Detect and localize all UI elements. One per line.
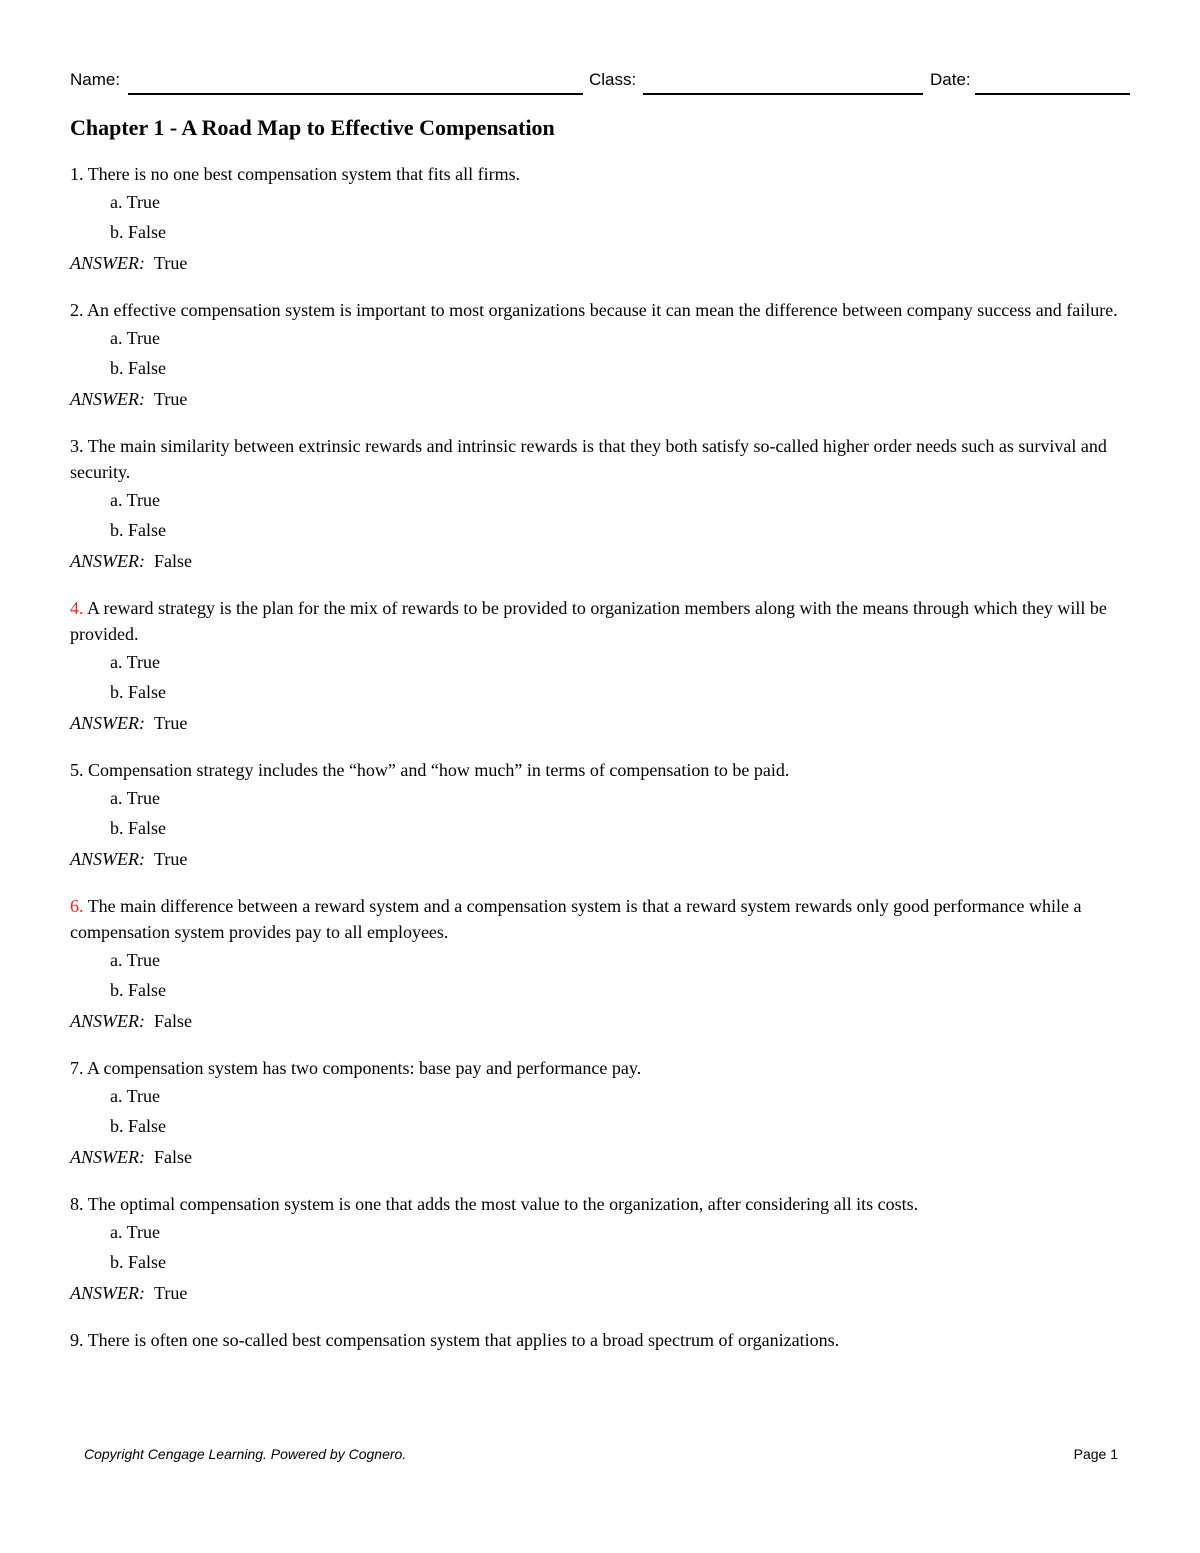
class-label: Class: <box>589 70 637 89</box>
question-text <box>70 1191 1130 1217</box>
question-text <box>70 433 1130 485</box>
question-text <box>70 161 1130 187</box>
question-item <box>70 161 1130 279</box>
answer-label: ANSWER: <box>70 551 145 571</box>
question-number: 4. <box>70 598 84 618</box>
question-number: 2. <box>70 300 84 320</box>
answer-option: b. False <box>110 818 166 838</box>
question-item <box>70 757 1130 875</box>
answer-label: ANSWER: <box>70 1011 145 1031</box>
question-body: A compensation system has two components: base pay and performance pay. <box>87 1058 642 1078</box>
question-item <box>70 297 1130 415</box>
answer-value: True <box>153 1283 188 1303</box>
question-text <box>70 297 1130 323</box>
answer-label: ANSWER: <box>70 849 145 869</box>
name-underline <box>128 93 583 95</box>
answer-value: True <box>153 713 188 733</box>
date-label: Date: <box>930 70 971 89</box>
question-number: 8. <box>70 1194 84 1214</box>
question-text <box>70 595 1130 647</box>
answer-option: b. False <box>110 520 166 540</box>
answer-option: b. False <box>110 358 166 378</box>
answer-line <box>70 247 1130 279</box>
date-underline <box>975 93 1130 95</box>
answer-option: b. False <box>110 222 166 242</box>
answer-option: b. False <box>110 1252 166 1272</box>
answer-line <box>70 1277 1130 1309</box>
answer-option: a. True <box>110 490 161 510</box>
chapter-title: Chapter 1 - A Road Map to Effective Compensation <box>70 115 555 140</box>
answer-value: True <box>153 849 188 869</box>
answer-value: True <box>153 253 188 273</box>
answer-option: a. True <box>110 788 161 808</box>
class-underline <box>643 93 923 95</box>
answer-label: ANSWER: <box>70 713 145 733</box>
question-item <box>70 893 1130 1037</box>
question-body: There is no one best compensation system that fits all firms. <box>87 164 521 184</box>
answer-line <box>70 383 1130 415</box>
answer-option: b. False <box>110 980 166 1000</box>
answer-line <box>70 1141 1130 1173</box>
page-number: Page 1 <box>1073 1446 1118 1462</box>
question-item <box>70 1191 1130 1309</box>
answer-value: True <box>153 389 188 409</box>
question-item <box>70 1327 1130 1353</box>
question-body: Compensation strategy includes the “how” and “how much” in terms of compensation to be paid. <box>88 760 790 780</box>
question-number: 5. <box>70 760 84 780</box>
answer-value: False <box>153 551 192 571</box>
answer-line <box>70 843 1130 875</box>
student-info-header <box>70 70 1130 96</box>
question-number: 7. <box>70 1058 84 1078</box>
answer-value: False <box>153 1147 192 1167</box>
question-body: There is often one so-called best compensation system that applies to a broad spectrum of organizations. <box>87 1330 840 1350</box>
question-text <box>70 1327 1130 1353</box>
answer-option: a. True <box>110 1086 161 1106</box>
question-item <box>70 1055 1130 1173</box>
question-item <box>70 595 1130 739</box>
question-body: An effective compensation system is important to most organizations because it can mean the difference between company success and failure. <box>87 300 1118 320</box>
question-item <box>70 433 1130 577</box>
answer-option: a. True <box>110 1222 161 1242</box>
question-number: 6. <box>70 896 84 916</box>
question-text <box>70 757 1130 783</box>
question-number: 3. <box>70 436 84 456</box>
answer-label: ANSWER: <box>70 1147 145 1167</box>
copyright-notice: Copyright Cengage Learning. Powered by Cognero. <box>84 1446 407 1462</box>
answer-line <box>70 1005 1130 1037</box>
answer-label: ANSWER: <box>70 253 145 273</box>
question-body: The main difference between a reward system and a compensation system is that a reward system rewards only good performance while a compensation system provides pay to all employees. <box>70 896 1082 942</box>
question-text <box>70 893 1130 945</box>
answer-option: a. True <box>110 950 161 970</box>
answer-value: False <box>153 1011 192 1031</box>
question-list <box>70 161 1130 1371</box>
answer-option: b. False <box>110 682 166 702</box>
answer-line <box>70 545 1130 577</box>
question-body: A reward strategy is the plan for the mix of rewards to be provided to organization members along with the means through which they will be provided. <box>70 598 1107 644</box>
answer-option: a. True <box>110 328 161 348</box>
answer-line <box>70 707 1130 739</box>
name-label: Name: <box>70 70 121 89</box>
question-body: The optimal compensation system is one that adds the most value to the organization, after considering all its costs. <box>87 1194 919 1214</box>
answer-label: ANSWER: <box>70 389 145 409</box>
answer-label: ANSWER: <box>70 1283 145 1303</box>
question-body: The main similarity between extrinsic rewards and intrinsic rewards is that they both satisfy so-called higher order needs such as survival and security. <box>70 436 1107 482</box>
answer-option: a. True <box>110 192 161 212</box>
answer-option: b. False <box>110 1116 166 1136</box>
question-text <box>70 1055 1130 1081</box>
answer-option: a. True <box>110 652 161 672</box>
question-number: 1. <box>70 164 84 184</box>
question-number: 9. <box>70 1330 84 1350</box>
